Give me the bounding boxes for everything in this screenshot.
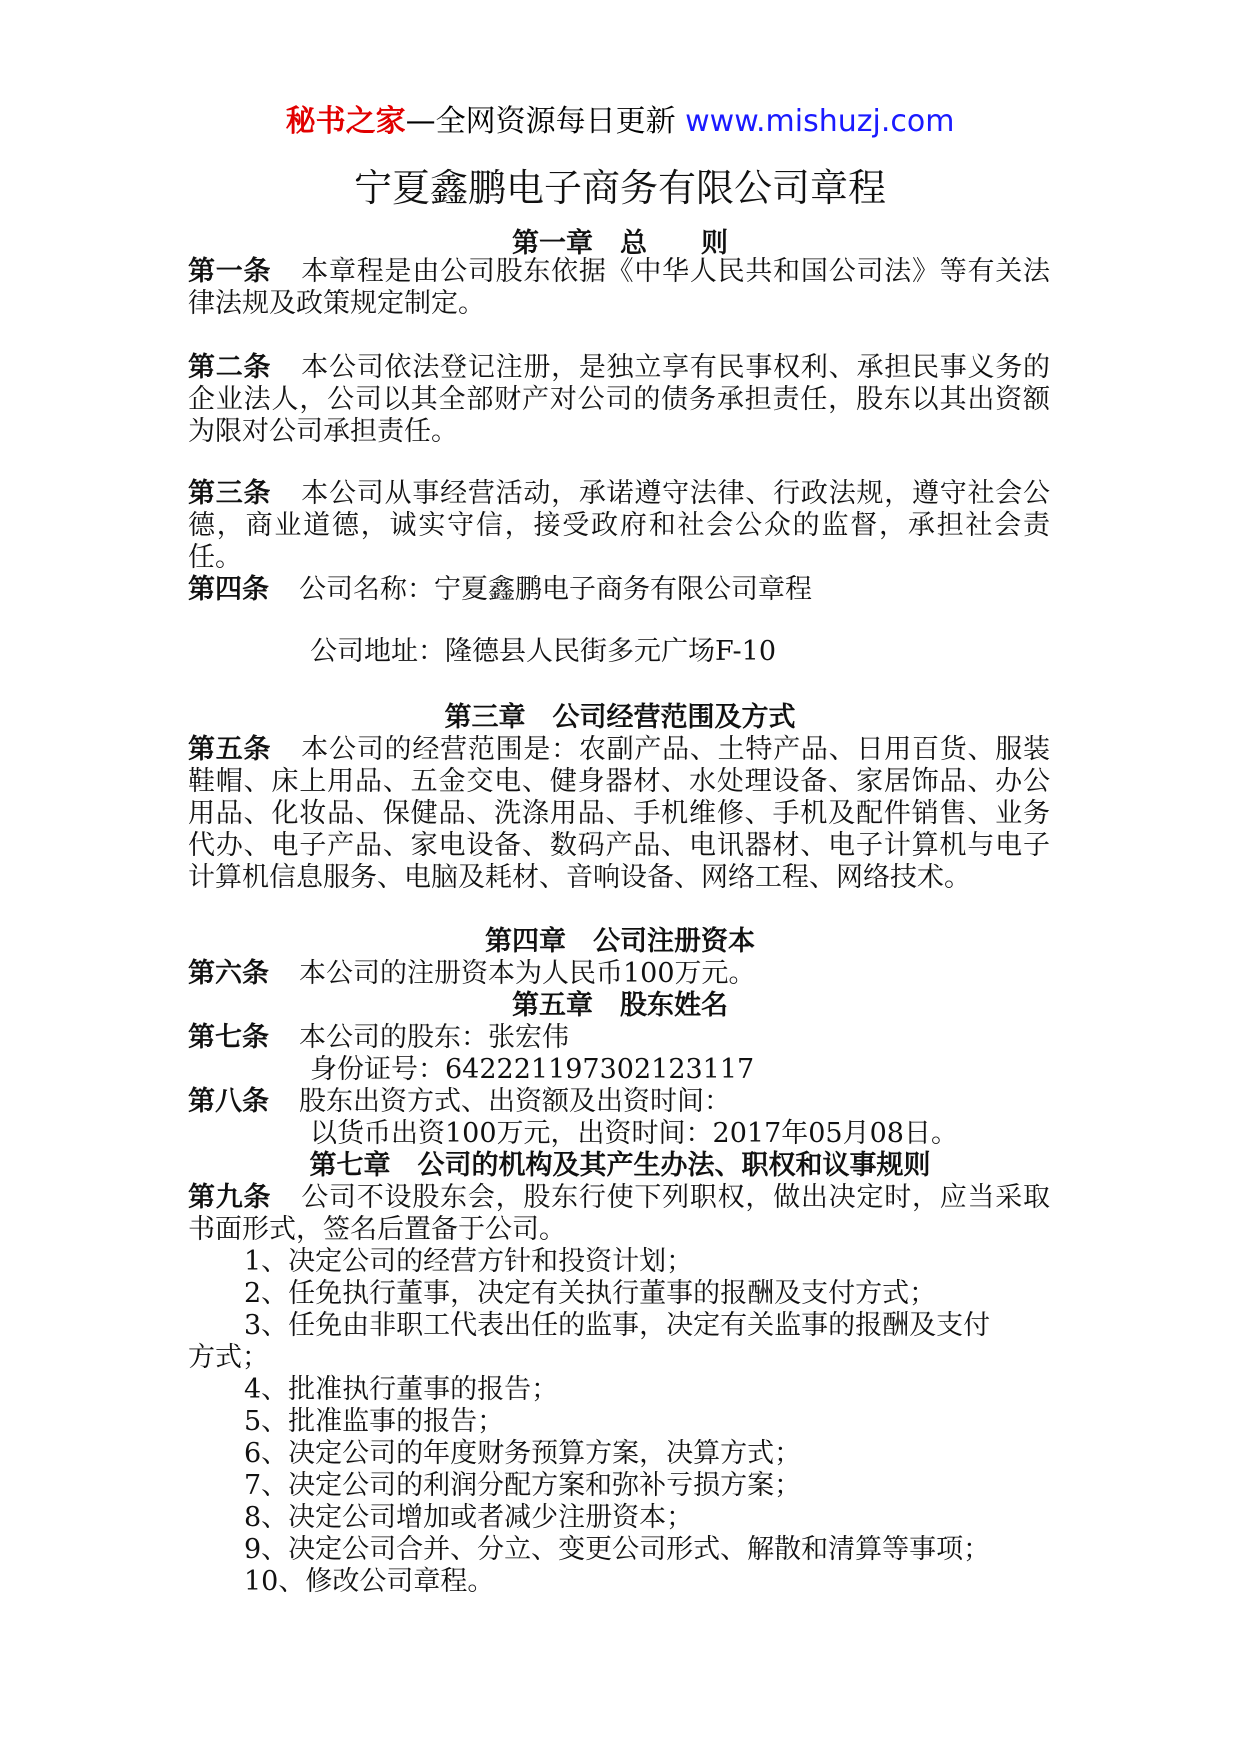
article-label: 第一条 [188, 256, 272, 287]
article-label: 第七条 [188, 1022, 269, 1053]
article-text: 本公司的经营范围是：农副产品、土特产品、日用百货、服装鞋帽、床上用品、五金交电、健身器材、水处理设备、家居饰品、办公用品、化妆品、保健品、洗涤用品、手机维修、手机及配件销售、业务代办、电子产品、家电设备、数码产品、电讯器材、电子计算机与电子计算机信息服务、电脑及耗材、音响设备、网络工程、网络技术。 [188, 734, 1051, 893]
shareholder-id: 身份证号：642221197302123117 [310, 1054, 755, 1085]
article-6 [188, 958, 1050, 990]
article-label: 第三条 [188, 478, 272, 509]
article-2 [188, 352, 1050, 448]
company-address: 公司地址：隆德县人民街多元广场F-10 [310, 636, 776, 667]
article-8 [188, 1086, 1050, 1118]
header-slogan: —全网资源每日更新 [405, 104, 686, 139]
article-text: 本公司依法登记注册，是独立享有民事权利、承担民事义务的企业法人，公司以其全部财产对公司的债务承担责任，股东以其出资额为限对公司承担责任。 [188, 352, 1051, 447]
article-text: 本公司的股东：张宏伟 [299, 1022, 569, 1053]
power-item: 10、修改公司章程。 [244, 1566, 495, 1597]
power-item: 9、决定公司合并、分立、变更公司形式、解散和清算等事项； [244, 1534, 991, 1565]
brand-name: 秘书之家 [285, 104, 406, 139]
power-item: 6、决定公司的年度财务预算方案，决算方式； [244, 1438, 802, 1469]
site-header [0, 100, 1240, 144]
chapter-4-heading: 第四章 公司注册资本 [485, 926, 755, 957]
article-label: 第二条 [188, 352, 272, 383]
chapter-3-heading: 第三章 公司经营范围及方式 [444, 702, 796, 733]
power-item: 3、任免由非职工代表出任的监事，决定有关监事的报酬及支付 [244, 1310, 991, 1341]
article-9 [188, 1182, 1050, 1246]
article-7 [188, 1022, 1050, 1054]
article-label: 第八条 [188, 1086, 269, 1117]
power-item: 8、决定公司增加或者减少注册资本； [244, 1502, 694, 1533]
article-text: 公司不设股东会，股东行使下列职权，做出决定时，应当采取书面形式，签名后置备于公司。 [188, 1182, 1051, 1245]
chapter-5-heading: 第五章 股东姓名 [512, 990, 728, 1021]
article-text: 本公司的注册资本为人民币100万元。 [299, 958, 756, 989]
article-5 [188, 734, 1050, 894]
article-1 [188, 256, 1050, 320]
site-url-link[interactable]: www.mishuzj.com [685, 104, 955, 139]
power-item: 7、决定公司的利润分配方案和弥补亏损方案； [244, 1470, 802, 1501]
article-text: 股东出资方式、出资额及出资时间： [299, 1086, 731, 1117]
article-text: 公司名称：宁夏鑫鹏电子商务有限公司章程 [299, 574, 812, 605]
article-text: 本公司从事经营活动，承诺遵守法律、行政法规，遵守社会公德，商业道德，诚实守信，接受政府和社会公众的监督，承担社会责任。 [188, 478, 1051, 573]
capital-contribution-detail: 以货币出资100万元，出资时间：2017年05月08日。 [310, 1118, 958, 1149]
document-title: 宁夏鑫鹏电子商务有限公司章程 [353, 166, 886, 210]
article-label: 第四条 [188, 574, 269, 605]
chapter-1-heading: 第一章 总 则 [512, 228, 728, 259]
article-label: 第九条 [188, 1182, 272, 1213]
power-item: 5、批准监事的报告； [244, 1406, 505, 1437]
power-item-continuation: 方式； [188, 1342, 269, 1373]
article-label: 第六条 [188, 958, 269, 989]
power-item: 2、任免执行董事，决定有关执行董事的报酬及支付方式； [244, 1278, 937, 1309]
article-label: 第五条 [188, 734, 272, 765]
article-4 [188, 574, 1050, 606]
article-3 [188, 478, 1050, 574]
power-item: 4、批准执行董事的报告； [244, 1374, 559, 1405]
power-item: 1、决定公司的经营方针和投资计划； [244, 1246, 694, 1277]
chapter-7-heading: 第七章 公司的机构及其产生办法、职权和议事规则 [309, 1150, 931, 1181]
article-text: 本章程是由公司股东依据《中华人民共和国公司法》等有关法律法规及政策规定制定。 [188, 256, 1051, 319]
